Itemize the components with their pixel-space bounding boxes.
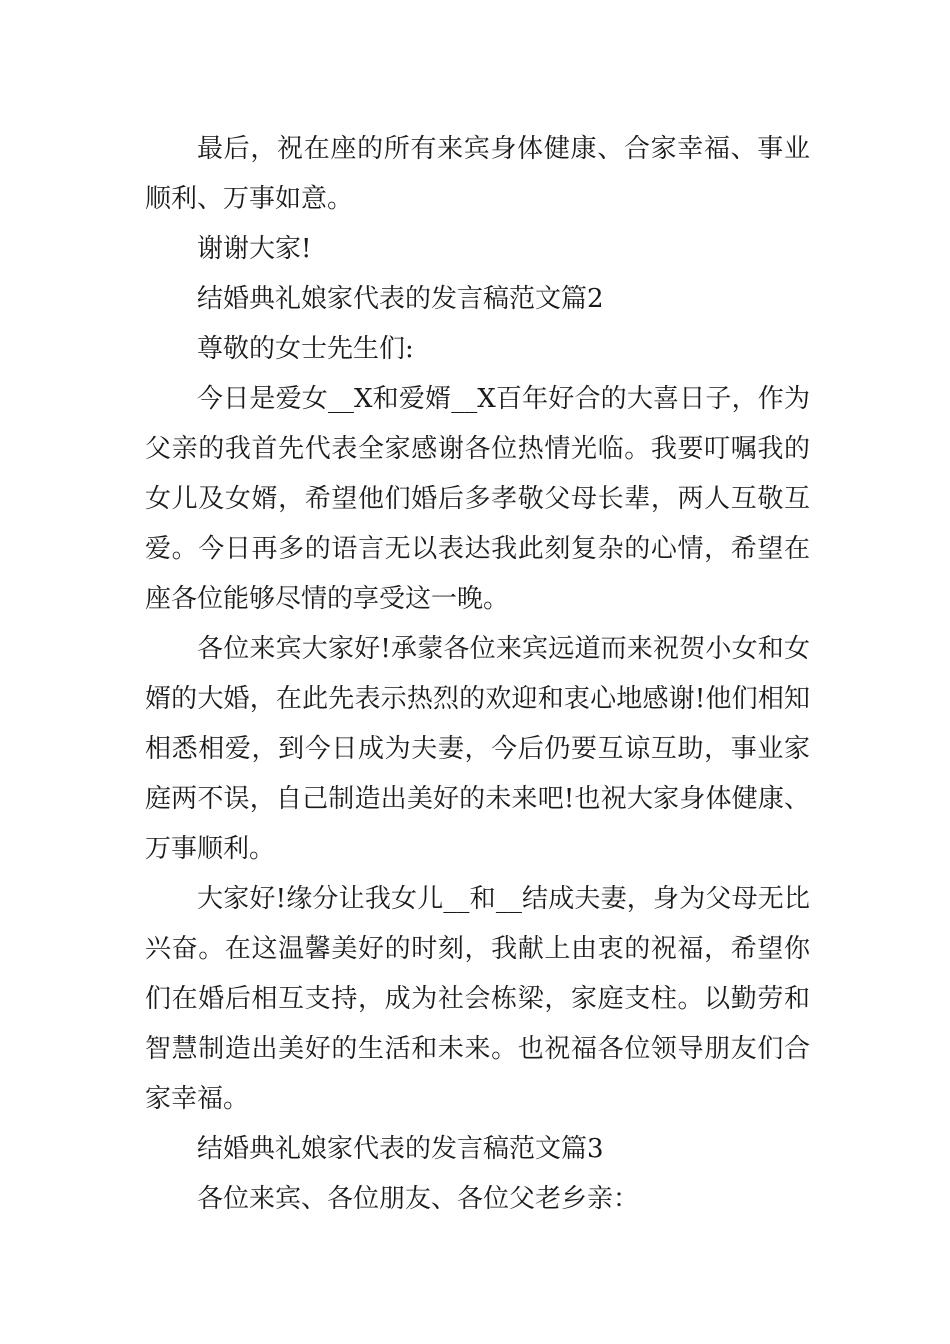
thanks-paragraph: 谢谢大家! <box>197 234 312 264</box>
section-heading-2: 结婚典礼娘家代表的发言稿范文篇2 <box>197 284 604 314</box>
closing-wishes-paragraph: 最后，祝在座的所有来宾身体健康、合家幸福、事业顺利、万事如意。 <box>145 134 810 214</box>
speech-paragraph-2: 各位来宾大家好!承蒙各位来宾远道而来祝贺小女和女婿的大婚，在此先表示热烈的欢迎和衷心地感谢!他们相知相悉相爱，到今日成为夫妻，今后仍要互谅互助，事业家庭两不误，自己制造出美好的未来吧!也祝大家身体健康、万事顺利。 <box>145 634 810 864</box>
salutation-paragraph: 尊敬的女士先生们: <box>197 334 414 364</box>
section-heading-3: 结婚典礼娘家代表的发言稿范文篇3 <box>197 1134 604 1164</box>
speech-paragraph-3: 大家好!缘分让我女儿__和__结成夫妻，身为父母无比兴奋。在这温馨美好的时刻，我献上由衷的祝福，希望你们在婚后相互支持，成为社会栋梁，家庭支柱。以勤劳和智慧制造出美好的生活和未来。也祝福各位领导朋友们合家幸福。 <box>145 884 810 1114</box>
document-body <box>145 124 810 1224</box>
speech-paragraph-1: 今日是爱女__X和爱婿__X百年好合的大喜日子，作为父亲的我首先代表全家感谢各位热情光临。我要叮嘱我的女儿及女婿，希望他们婚后多孝敬父母长辈，两人互敬互爱。今日再多的语言无以表达我此刻复杂的心情，希望在座各位能够尽情的享受这一晚。 <box>145 384 810 614</box>
salutation-paragraph-3: 各位来宾、各位朋友、各位父老乡亲： <box>197 1184 640 1214</box>
